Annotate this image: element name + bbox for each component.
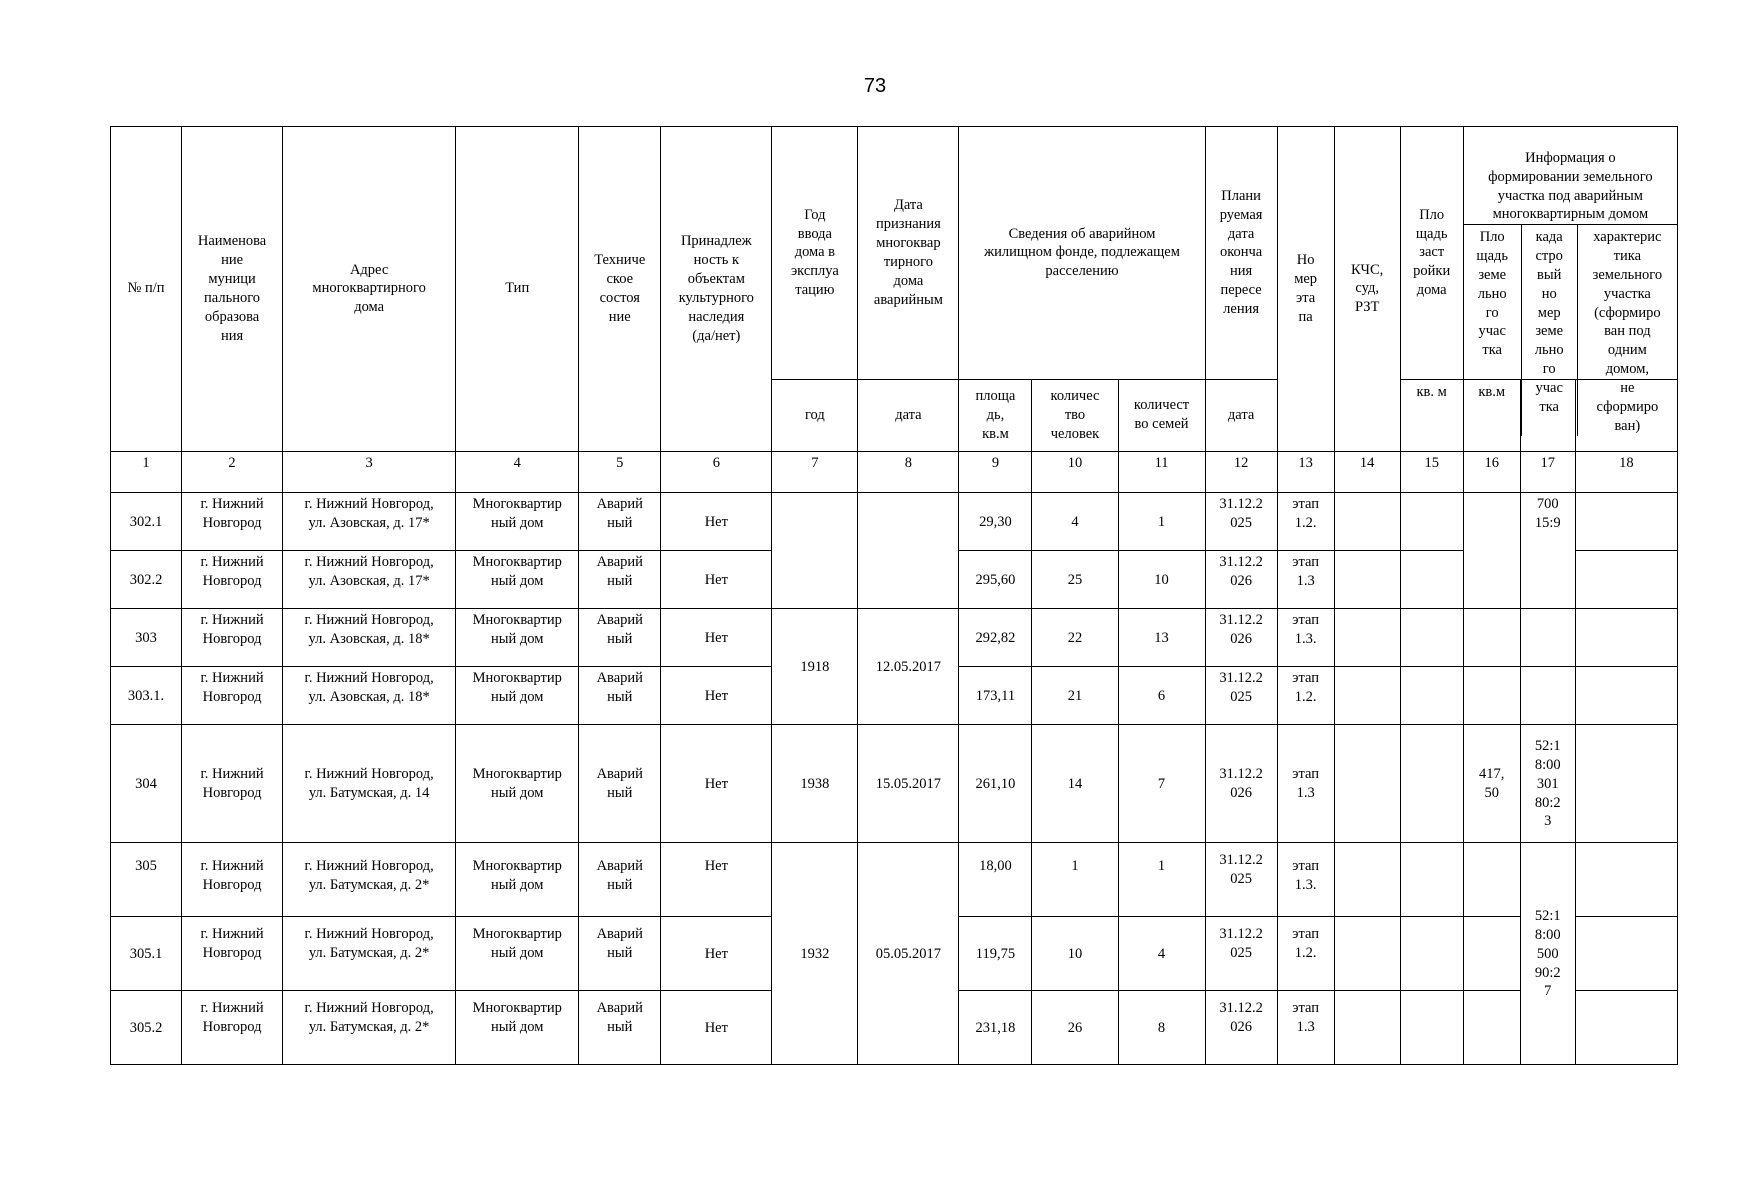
cell-people: 4 — [1032, 492, 1118, 550]
cell-heritage: Нет — [661, 724, 772, 842]
cell-end-date: 31.12.2 025 — [1205, 916, 1277, 990]
cell-kchs — [1334, 916, 1400, 990]
cell-address: г. Нижний Новгород, ул. Азовская, д. 18* — [283, 666, 456, 724]
cell-number: 304 — [111, 724, 182, 842]
header-sub-year: год — [772, 379, 858, 451]
cell-state: Аварий ный — [579, 990, 661, 1064]
cell-year: 1938 — [772, 724, 858, 842]
cell-characteristic — [1575, 492, 1677, 550]
cell-date: 15.05.2017 — [858, 724, 959, 842]
cell-date: 12.05.2017 — [858, 608, 959, 724]
cell-stage: этап 1.3 — [1277, 990, 1334, 1064]
cell-address: г. Нижний Новгород, ул. Батумская, д. 14 — [283, 724, 456, 842]
column-number: 5 — [579, 451, 661, 492]
header-sub-people: количес тво человек — [1032, 379, 1118, 451]
cell-municipality: г. Нижний Новгород — [182, 916, 283, 990]
cell-plot-area — [1463, 990, 1520, 1064]
cell-stage: этап 1.3. — [1277, 842, 1334, 916]
header-sub-date: дата — [858, 379, 959, 451]
cell-building-area — [1400, 916, 1463, 990]
table-row — [111, 608, 1678, 666]
cell-number: 303 — [111, 608, 182, 666]
cell-heritage: Нет — [661, 666, 772, 724]
cell-municipality: г. Нижний Новгород — [182, 550, 283, 608]
cell-people: 14 — [1032, 724, 1118, 842]
header-address: Адрес многоквартирного дома — [283, 127, 456, 452]
cell-kchs — [1334, 842, 1400, 916]
cell-heritage: Нет — [661, 842, 772, 916]
column-number: 18 — [1575, 451, 1677, 492]
cell-kchs — [1334, 550, 1400, 608]
cell-year: 1918 — [772, 608, 858, 724]
header-row — [111, 127, 1678, 380]
cell-municipality: г. Нижний Новгород — [182, 990, 283, 1064]
column-number: 13 — [1277, 451, 1334, 492]
column-number: 9 — [959, 451, 1032, 492]
cell-area: 261,10 — [959, 724, 1032, 842]
cell-year: 1932 — [772, 842, 858, 1064]
cell-people: 21 — [1032, 666, 1118, 724]
cell-municipality: г. Нижний Новгород — [182, 724, 283, 842]
cell-end-date: 31.12.2 026 — [1205, 608, 1277, 666]
cell-heritage: Нет — [661, 990, 772, 1064]
cell-number: 302.1 — [111, 492, 182, 550]
cell-number: 305.1 — [111, 916, 182, 990]
cell-cadastral: 52:1 8:00 500 90:2 7 — [1520, 842, 1575, 1064]
cell-families: 6 — [1118, 666, 1205, 724]
cell-building-area — [1400, 990, 1463, 1064]
cell-type: Многоквартир ный дом — [456, 990, 579, 1064]
column-number: 14 — [1334, 451, 1400, 492]
cell-kchs — [1334, 608, 1400, 666]
cell-families: 7 — [1118, 724, 1205, 842]
header-commission-year: Год ввода дома в эксплуа тацию — [772, 127, 858, 380]
table-row — [111, 492, 1678, 550]
header-land-info-title: Информация о формировании земельного участка под аварийным многоквартирным домом — [1464, 146, 1677, 225]
cell-end-date: 31.12.2 026 — [1205, 550, 1277, 608]
cell-people: 26 — [1032, 990, 1118, 1064]
cell-address: г. Нижний Новгород, ул. Батумская, д. 2* — [283, 916, 456, 990]
cell-characteristic — [1575, 608, 1677, 666]
cell-kchs — [1334, 990, 1400, 1064]
cell-state: Аварий ный — [579, 842, 661, 916]
column-number: 15 — [1400, 451, 1463, 492]
header-sub-end-date: дата — [1205, 379, 1277, 451]
table-row — [111, 842, 1678, 916]
cell-characteristic — [1575, 550, 1677, 608]
cell-state: Аварий ный — [579, 550, 661, 608]
cell-date: 05.05.2017 — [858, 842, 959, 1064]
header-sub-area: площа дь, кв.м — [959, 379, 1032, 451]
cell-area: 292,82 — [959, 608, 1032, 666]
column-number: 12 — [1205, 451, 1277, 492]
cell-state: Аварий ный — [579, 666, 661, 724]
cell-end-date: 31.12.2 026 — [1205, 990, 1277, 1064]
cell-stage: этап 1.2. — [1277, 916, 1334, 990]
cell-stage: этап 1.2. — [1277, 666, 1334, 724]
cell-type: Многоквартир ный дом — [456, 608, 579, 666]
cell-building-area — [1400, 492, 1463, 550]
cell-area: 119,75 — [959, 916, 1032, 990]
cell-address: г. Нижний Новгород, ул. Азовская, д. 17* — [283, 550, 456, 608]
table-row — [111, 724, 1678, 842]
cell-building-area — [1400, 724, 1463, 842]
cell-cadastral: 700 15:9 — [1520, 492, 1575, 608]
header-resettlement-info: Сведения об аварийном жилищном фонде, подлежащем расселению — [959, 127, 1205, 380]
header-plot-characteristic: характерис тика земельного участка (сформиро ван под одним домом, не сформиро ван) — [1592, 229, 1663, 434]
cell-cadastral — [1520, 608, 1575, 666]
cell-stage: этап 1.3 — [1277, 724, 1334, 842]
header-plot-area: Пло щадь земе льно го учас тка — [1464, 225, 1522, 435]
cell-characteristic — [1575, 842, 1677, 916]
cell-year — [772, 492, 858, 608]
cell-state: Аварий ный — [579, 608, 661, 666]
cell-end-date: 31.12.2 025 — [1205, 666, 1277, 724]
cell-municipality: г. Нижний Новгород — [182, 492, 283, 550]
cell-type: Многоквартир ный дом — [456, 724, 579, 842]
cell-stage: этап 1.2. — [1277, 492, 1334, 550]
page-number: 73 — [863, 75, 887, 97]
cell-address: г. Нижний Новгород, ул. Азовская, д. 18* — [283, 608, 456, 666]
cell-state: Аварий ный — [579, 916, 661, 990]
cell-heritage: Нет — [661, 916, 772, 990]
column-number: 1 — [111, 451, 182, 492]
cell-heritage: Нет — [661, 608, 772, 666]
header-kchs: КЧС, суд, РЗТ — [1334, 127, 1400, 452]
column-number: 11 — [1118, 451, 1205, 492]
cell-end-date: 31.12.2 025 — [1205, 842, 1277, 916]
cell-type: Многоквартир ный дом — [456, 916, 579, 990]
cell-state: Аварий ный — [579, 492, 661, 550]
cell-stage: этап 1.3 — [1277, 550, 1334, 608]
header-number: № п/п — [111, 127, 182, 452]
cell-area: 231,18 — [959, 990, 1032, 1064]
cell-characteristic — [1575, 724, 1677, 842]
cell-address: г. Нижний Новгород, ул. Батумская, д. 2* — [283, 842, 456, 916]
header-sub-families: количест во семей — [1118, 379, 1205, 451]
cell-plot-area — [1463, 842, 1520, 916]
cell-families: 8 — [1118, 990, 1205, 1064]
cell-address: г. Нижний Новгород, ул. Батумская, д. 2* — [283, 990, 456, 1064]
cell-number: 305.2 — [111, 990, 182, 1064]
cell-families: 13 — [1118, 608, 1205, 666]
column-number: 7 — [772, 451, 858, 492]
header-recognition-date: Дата признания многоквар тирного дома аварийным — [858, 127, 959, 380]
column-number: 8 — [858, 451, 959, 492]
cell-families: 1 — [1118, 842, 1205, 916]
cell-number: 303.1. — [111, 666, 182, 724]
column-number: 4 — [456, 451, 579, 492]
cell-plot-area — [1463, 666, 1520, 724]
column-number: 16 — [1463, 451, 1520, 492]
cell-kchs — [1334, 666, 1400, 724]
header-type: Тип — [456, 127, 579, 452]
cell-number: 302.2 — [111, 550, 182, 608]
cell-characteristic — [1575, 666, 1677, 724]
cell-type: Многоквартир ный дом — [456, 842, 579, 916]
cell-area: 29,30 — [959, 492, 1032, 550]
cell-families: 4 — [1118, 916, 1205, 990]
cell-area: 18,00 — [959, 842, 1032, 916]
cell-people: 1 — [1032, 842, 1118, 916]
column-number: 6 — [661, 451, 772, 492]
cell-cadastral: 52:1 8:00 301 80:2 3 — [1520, 724, 1575, 842]
cell-cadastral — [1520, 666, 1575, 724]
column-number: 3 — [283, 451, 456, 492]
cell-kchs — [1334, 724, 1400, 842]
cell-heritage: Нет — [661, 492, 772, 550]
cell-families: 10 — [1118, 550, 1205, 608]
cell-people: 22 — [1032, 608, 1118, 666]
column-number: 10 — [1032, 451, 1118, 492]
header-cadastral-number: када стро вый но мер земе льно го учас тка — [1522, 225, 1578, 435]
header-sub-building-unit: кв. м — [1400, 379, 1463, 451]
cell-type: Многоквартир ный дом — [456, 550, 579, 608]
cell-families: 1 — [1118, 492, 1205, 550]
cell-building-area — [1400, 550, 1463, 608]
cell-state: Аварий ный — [579, 724, 661, 842]
cell-plot-area — [1463, 492, 1520, 608]
cell-people: 25 — [1032, 550, 1118, 608]
column-number: 2 — [182, 451, 283, 492]
emergency-housing-table — [110, 126, 1678, 1065]
cell-building-area — [1400, 842, 1463, 916]
cell-date — [858, 492, 959, 608]
cell-area: 295,60 — [959, 550, 1032, 608]
cell-building-area — [1400, 608, 1463, 666]
cell-number: 305 — [111, 842, 182, 916]
cell-plot-area — [1463, 916, 1520, 990]
header-municipality: Наименова ние муници пального образова ния — [182, 127, 283, 452]
cell-plot-area: 417, 50 — [1463, 724, 1520, 842]
cell-end-date: 31.12.2 025 — [1205, 492, 1277, 550]
cell-municipality: г. Нижний Новгород — [182, 842, 283, 916]
header-building-area: Пло щадь заст ройки дома — [1400, 127, 1463, 380]
column-number: 17 — [1520, 451, 1575, 492]
cell-people: 10 — [1032, 916, 1118, 990]
cell-type: Многоквартир ный дом — [456, 666, 579, 724]
cell-characteristic — [1575, 916, 1677, 990]
cell-municipality: г. Нижний Новгород — [182, 666, 283, 724]
cell-address: г. Нижний Новгород, ул. Азовская, д. 17* — [283, 492, 456, 550]
cell-type: Многоквартир ный дом — [456, 492, 579, 550]
cell-kchs — [1334, 492, 1400, 550]
header-heritage: Принадлеж ность к объектам культурного наследия (да/нет) — [661, 127, 772, 452]
cell-end-date: 31.12.2 026 — [1205, 724, 1277, 842]
header-stage: Но мер эта па — [1277, 127, 1334, 452]
cell-heritage: Нет — [661, 550, 772, 608]
header-tech-state: Техниче ское состоя ние — [579, 127, 661, 452]
cell-municipality: г. Нижний Новгород — [182, 608, 283, 666]
cell-stage: этап 1.3. — [1277, 608, 1334, 666]
header-planned-date: Плани руемая дата оконча ния пересе ления — [1205, 127, 1277, 380]
cell-area: 173,11 — [959, 666, 1032, 724]
header-sub-plot-unit: кв.м — [1463, 379, 1520, 451]
column-numbers-row — [111, 451, 1678, 492]
cell-characteristic — [1575, 990, 1677, 1064]
cell-building-area — [1400, 666, 1463, 724]
cell-plot-area — [1463, 608, 1520, 666]
